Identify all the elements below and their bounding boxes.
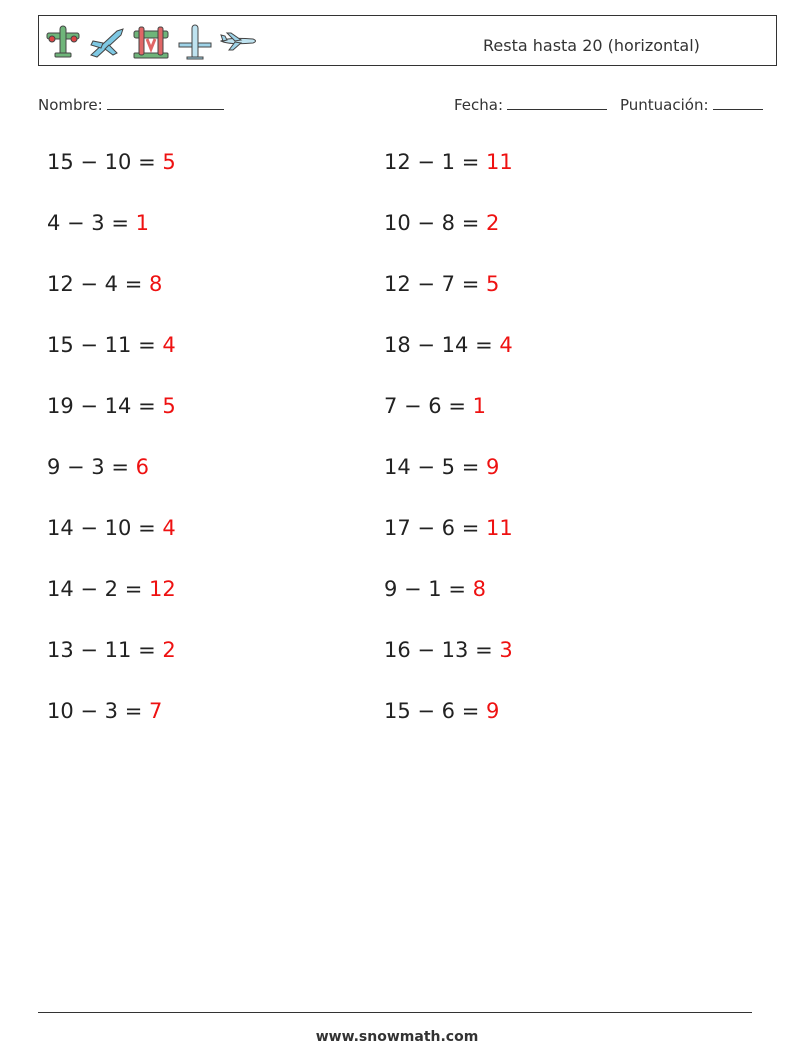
worksheet-title: Resta hasta 20 (horizontal) bbox=[483, 36, 700, 55]
problem-item bbox=[384, 454, 499, 480]
problem-answer: 11 bbox=[485, 150, 513, 174]
date-label: Fecha: bbox=[454, 96, 504, 114]
problem-expression: 18 − 14 = bbox=[384, 333, 500, 357]
red-green-plane-icon bbox=[131, 23, 171, 61]
problem-answer: 11 bbox=[485, 516, 513, 540]
problem-expression: 17 − 6 = bbox=[384, 516, 486, 540]
date-blank[interactable] bbox=[507, 94, 607, 110]
problem-item bbox=[47, 454, 149, 480]
name-blank[interactable] bbox=[107, 94, 224, 110]
problem-expression: 10 − 3 = bbox=[47, 699, 149, 723]
problem-answer: 9 bbox=[485, 455, 500, 479]
problem-expression: 19 − 14 = bbox=[47, 394, 163, 418]
airliner-icon bbox=[219, 23, 259, 61]
problem-expression: 9 − 3 = bbox=[47, 455, 136, 479]
problem-item bbox=[47, 210, 149, 236]
blue-jet-icon bbox=[87, 23, 127, 61]
problem-expression: 14 − 5 = bbox=[384, 455, 486, 479]
problem-expression: 9 − 1 = bbox=[384, 577, 473, 601]
problem-item bbox=[384, 576, 486, 602]
problem-item bbox=[47, 698, 162, 724]
score-field bbox=[620, 94, 763, 114]
problem-answer: 4 bbox=[499, 333, 513, 357]
problem-expression: 13 − 11 = bbox=[47, 638, 163, 662]
problem-expression: 15 − 10 = bbox=[47, 150, 163, 174]
footer-url[interactable]: www.snowmath.com bbox=[315, 1029, 479, 1045]
problem-item bbox=[47, 271, 162, 297]
problem-answer: 8 bbox=[148, 272, 163, 296]
problem-expression: 14 − 2 = bbox=[47, 577, 149, 601]
problem-expression: 10 − 8 = bbox=[384, 211, 486, 235]
icon-strip bbox=[43, 23, 259, 61]
problem-item bbox=[47, 332, 176, 358]
problem-item bbox=[384, 332, 513, 358]
problem-answer: 5 bbox=[162, 150, 176, 174]
problem-item bbox=[47, 149, 176, 175]
problem-answer: 12 bbox=[148, 577, 176, 601]
score-label: Puntuación: bbox=[620, 96, 709, 114]
problem-item bbox=[47, 637, 176, 663]
problem-answer: 1 bbox=[135, 211, 149, 235]
problem-answer: 5 bbox=[485, 272, 500, 296]
problem-answer: 8 bbox=[472, 577, 486, 601]
light-blue-plane-icon bbox=[175, 23, 215, 61]
problem-expression: 15 − 11 = bbox=[47, 333, 163, 357]
problem-item bbox=[47, 515, 176, 541]
problem-expression: 4 − 3 = bbox=[47, 211, 136, 235]
problem-expression: 12 − 7 = bbox=[384, 272, 486, 296]
problem-answer: 7 bbox=[148, 699, 163, 723]
problem-expression: 12 − 4 = bbox=[47, 272, 149, 296]
problem-answer: 1 bbox=[472, 394, 486, 418]
green-plane-icon bbox=[43, 23, 83, 61]
name-field bbox=[38, 94, 224, 114]
problem-answer: 4 bbox=[162, 333, 176, 357]
date-field bbox=[454, 94, 607, 114]
problem-expression: 15 − 6 = bbox=[384, 699, 486, 723]
problem-answer: 4 bbox=[162, 516, 176, 540]
problem-item bbox=[384, 698, 499, 724]
problem-answer: 9 bbox=[485, 699, 500, 723]
footer-divider bbox=[38, 1012, 752, 1013]
score-blank[interactable] bbox=[713, 94, 763, 110]
problem-expression: 7 − 6 = bbox=[384, 394, 473, 418]
name-label: Nombre: bbox=[38, 96, 103, 114]
problem-expression: 14 − 10 = bbox=[47, 516, 163, 540]
problem-item bbox=[47, 576, 176, 602]
problem-item bbox=[384, 515, 513, 541]
problem-answer: 2 bbox=[485, 211, 500, 235]
problem-item bbox=[47, 393, 176, 419]
problem-answer: 6 bbox=[135, 455, 149, 479]
problem-item bbox=[384, 271, 499, 297]
problem-item bbox=[384, 393, 486, 419]
problem-expression: 12 − 1 = bbox=[384, 150, 486, 174]
problem-item bbox=[384, 210, 499, 236]
problem-expression: 16 − 13 = bbox=[384, 638, 500, 662]
problem-item bbox=[384, 149, 513, 175]
problem-answer: 5 bbox=[162, 394, 176, 418]
problem-item bbox=[384, 637, 513, 663]
header-box bbox=[38, 15, 777, 66]
problem-answer: 2 bbox=[162, 638, 176, 662]
problem-answer: 3 bbox=[499, 638, 513, 662]
